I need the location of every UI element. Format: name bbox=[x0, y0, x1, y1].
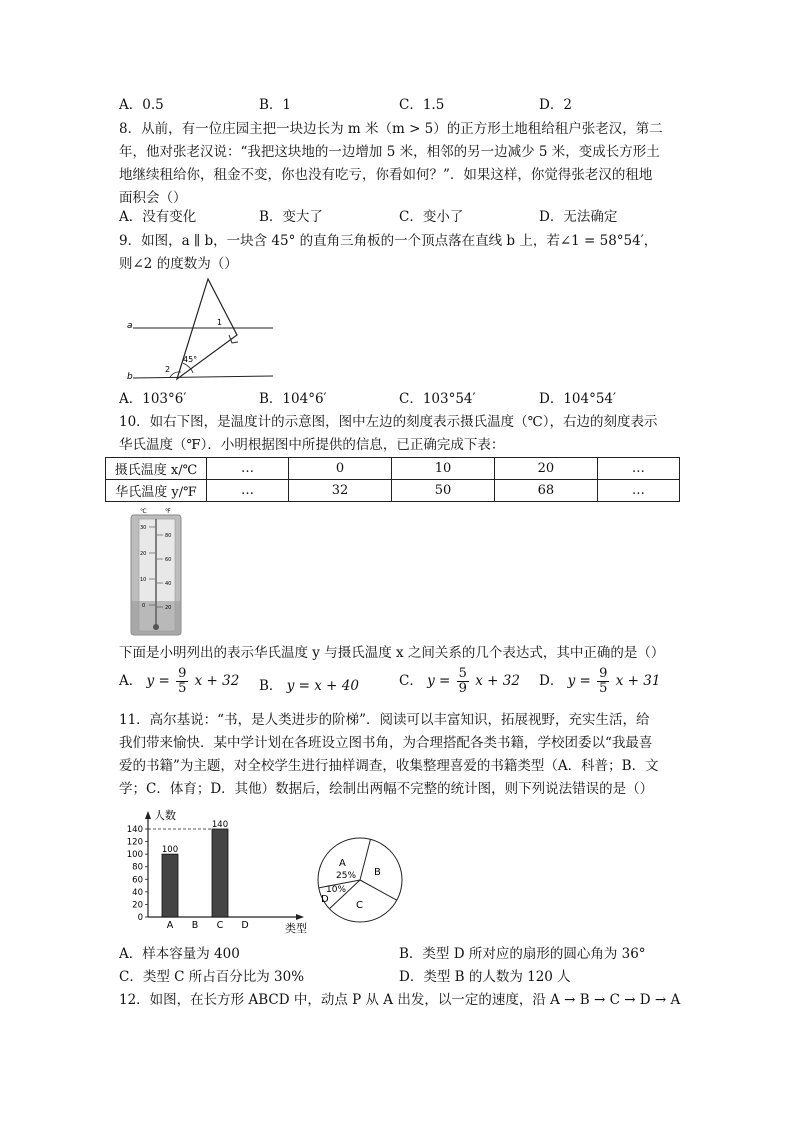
y-tick-label: 60 bbox=[132, 875, 143, 886]
q10-option-c[interactable] bbox=[399, 667, 520, 696]
bar-C bbox=[212, 829, 228, 917]
temperature-table bbox=[105, 457, 680, 502]
table-cell: … bbox=[207, 480, 289, 502]
q8-option-d[interactable]: D．无法确定 bbox=[539, 209, 618, 225]
thermometer-figure bbox=[125, 505, 187, 637]
table-cell: 32 bbox=[289, 480, 392, 502]
label-a: a bbox=[127, 321, 133, 331]
celsius-unit: ℃ bbox=[140, 508, 147, 515]
c-tick-20: 20 bbox=[140, 551, 147, 557]
f-tick-40: 40 bbox=[165, 581, 172, 587]
label-b: b bbox=[127, 372, 133, 382]
q9-option-a[interactable]: A．103°6′ bbox=[119, 391, 187, 407]
right-angle-mark bbox=[229, 335, 238, 343]
y-tick-label: 80 bbox=[132, 862, 143, 873]
denominator: 5 bbox=[599, 681, 608, 696]
option-label: C． bbox=[399, 673, 423, 689]
option-expr: y = x + 40 bbox=[286, 678, 359, 694]
table-cell: 50 bbox=[392, 480, 495, 502]
bar-value-label: 140 bbox=[211, 820, 229, 830]
q11-line-3: 爱的书籍”为主题，对全校学生进行抽样调查，收集整理喜爱的书籍类型（A．科普；B．文 bbox=[119, 758, 659, 774]
pie-percent-A: 25% bbox=[336, 871, 357, 881]
bar-A bbox=[162, 854, 178, 917]
f-tick-80: 80 bbox=[165, 533, 172, 539]
y-tick-label: 20 bbox=[132, 900, 143, 911]
q8-line-1: 8．从前，有一位庄园主把一块边长为 m 米（m > 5）的正方形土地租给租户张老汉，第二 bbox=[119, 121, 663, 137]
table-cell: … bbox=[207, 458, 289, 480]
pie-label-B: B bbox=[374, 867, 381, 878]
f-tick-60: 60 bbox=[165, 557, 172, 563]
option-rest: x + 31 bbox=[615, 673, 661, 689]
q10-line-2: 华氏温度（℉）．小明根据图中所提供的信息，已正确完成下表： bbox=[119, 437, 505, 453]
option-rest: x + 32 bbox=[194, 673, 240, 689]
table-cell: 68 bbox=[494, 480, 597, 502]
numerator: 9 bbox=[599, 666, 608, 681]
x-axis-label: 类型 bbox=[285, 922, 307, 935]
q7-option-c[interactable]: C．1.5 bbox=[399, 97, 445, 113]
pie-percent-D: 10% bbox=[326, 885, 347, 895]
fraction bbox=[597, 667, 609, 696]
q8-option-a[interactable]: A．没有变化 bbox=[119, 209, 197, 225]
denominator: 5 bbox=[178, 681, 187, 696]
y-tick-label: 100 bbox=[126, 850, 143, 861]
x-tick-label: C bbox=[216, 920, 224, 931]
c-tick-30: 30 bbox=[140, 525, 147, 531]
option-label: A． bbox=[119, 673, 143, 689]
table-cell: … bbox=[597, 480, 679, 502]
y-tick-label: 40 bbox=[132, 887, 143, 898]
q11-line-2: 我们带来愉快．某中学计划在各班设立图书角，为合理搭配各类书籍，学校团委以“我最喜 bbox=[119, 735, 653, 751]
option-lhs: y = bbox=[567, 673, 591, 689]
q11-line-1: 11．高尔基说：“书，是人类进步的阶梯”．阅读可以丰富知识，拓展视野，充实生活，给 bbox=[119, 712, 650, 728]
option-label: D． bbox=[539, 673, 564, 689]
q12-line-1: 12．如图，在长方形 ABCD 中，动点 P 从 A 出发，以一定的速度，沿 A → B → C → D → A bbox=[119, 992, 681, 1008]
label-angle-2: 2 bbox=[165, 365, 171, 374]
table-cell: 摄氏温度 x/℃ bbox=[106, 458, 207, 480]
q11-line-4: 学；C．体育；D．其他）数据后，绘制出两幅不完整的统计图，则下列说法错误的是（） bbox=[119, 781, 654, 797]
table-row-fahrenheit bbox=[106, 480, 680, 502]
q8-line-4: 面积会（） bbox=[119, 190, 187, 206]
q8-option-b[interactable]: B．变大了 bbox=[259, 209, 323, 225]
table-cell: … bbox=[597, 458, 679, 480]
x-tick-label: A bbox=[166, 920, 174, 931]
q10-line-1: 10．如右下图，是温度计的示意图，图中左边的刻度表示摄氏温度（℃），右边的刻度表示 bbox=[119, 414, 658, 430]
option-lhs: y = bbox=[427, 673, 451, 689]
y-tick-label: 120 bbox=[126, 837, 143, 848]
y-tick-label: 0 bbox=[137, 913, 143, 923]
y-tick-label: 140 bbox=[126, 825, 143, 835]
q9-line-1: 9．如图，a ∥ b，一块含 45° 的直角三角板的一个顶点落在直线 b 上，若∠1 = 58°54′， bbox=[119, 233, 658, 249]
fraction bbox=[176, 667, 188, 696]
table-cell: 华氏温度 y/℉ bbox=[106, 480, 207, 502]
q10-option-d[interactable] bbox=[539, 667, 660, 696]
pie-label-A: A bbox=[339, 858, 346, 869]
x-tick-label: D bbox=[241, 920, 249, 931]
fraction bbox=[457, 667, 469, 696]
x-axis-arrow bbox=[296, 914, 304, 920]
q11-option-b[interactable]: B．类型 D 所对应的扇形的圆心角为 36° bbox=[399, 946, 646, 962]
q9-figure bbox=[125, 275, 285, 385]
y-axis-label: 人数 bbox=[154, 809, 176, 822]
q11-option-a[interactable]: A．样本容量为 400 bbox=[119, 946, 240, 962]
q9-option-b[interactable]: B．104°6′ bbox=[259, 391, 327, 407]
q11-option-d[interactable]: D．类型 B 的人数为 120 人 bbox=[399, 969, 571, 985]
q8-line-3: 地继续租给你，租金不变，你也没有吃亏，你看如何？”．如果这样，你觉得张老汉的租地 bbox=[119, 167, 653, 183]
option-rest: x + 32 bbox=[475, 673, 520, 689]
denominator: 9 bbox=[458, 681, 467, 696]
line-b bbox=[133, 376, 273, 378]
numerator: 5 bbox=[458, 666, 467, 681]
q7-option-d[interactable]: D．2 bbox=[539, 97, 572, 113]
option-label: B． bbox=[259, 678, 283, 694]
q10-option-b[interactable] bbox=[259, 677, 359, 695]
table-row-celsius bbox=[106, 458, 680, 480]
option-lhs: y = bbox=[146, 673, 170, 689]
f-tick-20: 20 bbox=[165, 605, 172, 611]
x-tick-label: B bbox=[191, 920, 199, 931]
pie-label-D: D bbox=[321, 894, 329, 905]
pie-chart bbox=[312, 830, 412, 930]
label-angle-1: 1 bbox=[217, 318, 223, 327]
numerator: 9 bbox=[178, 666, 187, 681]
bar-value-label: 100 bbox=[161, 845, 179, 856]
q9-option-d[interactable]: D．104°54′ bbox=[539, 391, 617, 407]
q9-line-2: 则∠2 的度数为（） bbox=[119, 256, 238, 272]
table-cell: 20 bbox=[494, 458, 597, 480]
q11-option-c[interactable]: C．类型 C 所占百分比为 30% bbox=[119, 969, 305, 985]
table-cell: 0 bbox=[289, 458, 392, 480]
pie-label-C: C bbox=[356, 900, 363, 911]
c-tick-10: 10 bbox=[140, 577, 147, 583]
q9-option-c[interactable]: C．103°54′ bbox=[399, 391, 476, 407]
q8-option-c[interactable]: C．变小了 bbox=[399, 209, 464, 225]
triangle-ruler bbox=[177, 279, 237, 379]
y-axis-arrow bbox=[145, 811, 151, 819]
q10-after-text: 下面是小明列出的表示华氏温度 y 与摄氏温度 x 之间关系的几个表达式，其中正确的是（） bbox=[119, 645, 665, 661]
q7-option-b[interactable]: B．1 bbox=[259, 97, 292, 113]
bar-chart bbox=[120, 805, 310, 935]
c-tick-0: 0 bbox=[142, 603, 146, 609]
label-angle-45: 45° bbox=[183, 355, 198, 364]
table-cell: 10 bbox=[392, 458, 495, 480]
q10-option-a[interactable] bbox=[119, 667, 239, 696]
q8-line-2: 年，他对张老汉说：“我把这块地的一边增加 5 米，相邻的另一边减少 5 米，变成长方形土 bbox=[119, 144, 660, 160]
q7-option-a[interactable]: A．0.5 bbox=[119, 97, 164, 113]
fahrenheit-unit: ℉ bbox=[165, 508, 171, 515]
